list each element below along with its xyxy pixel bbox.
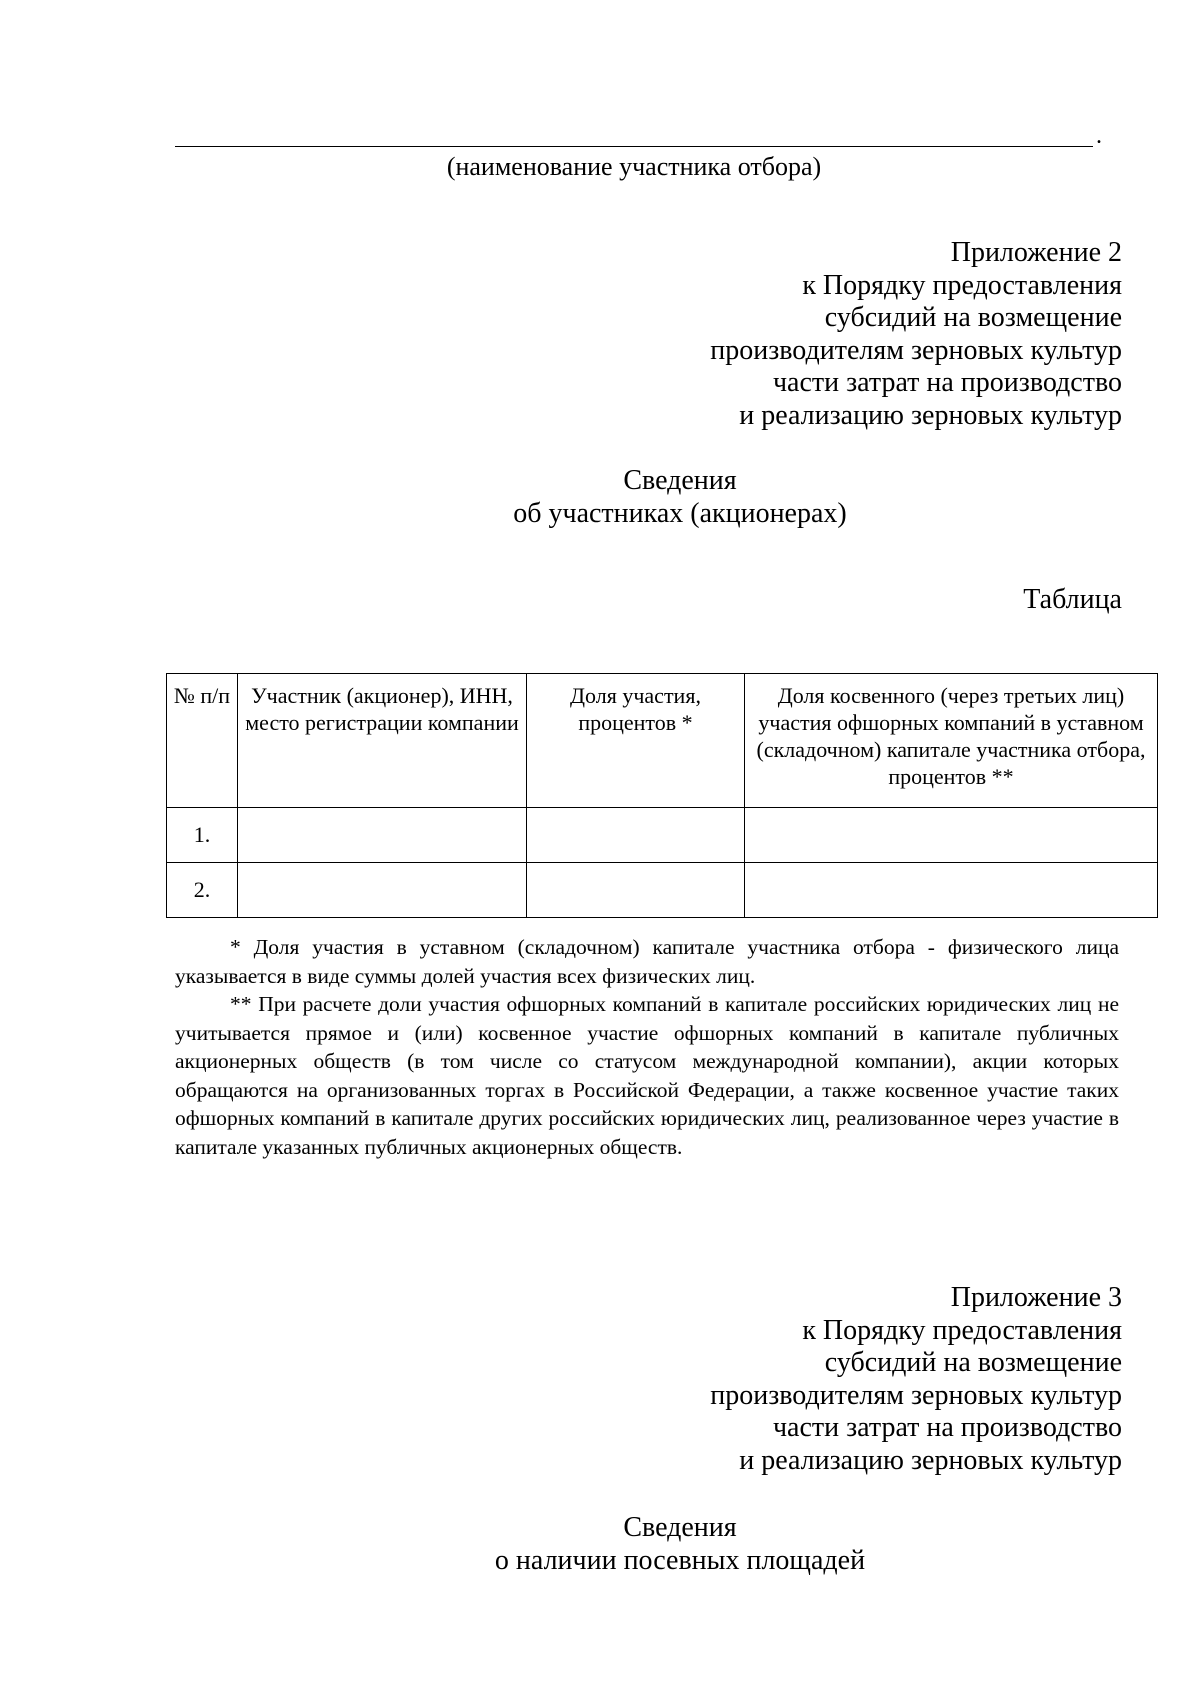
appendix-2-line: и реализацию зерновых культур [739,399,1122,431]
appendix-2-line: части затрат на производство [772,367,1122,399]
appendix-3-line: к Порядку предоставления [802,1314,1122,1346]
table-cell-number: 1. [167,808,238,863]
table-header-row [167,674,1158,808]
table-cell [527,808,745,863]
appendix-3-line: субсидий на возмещение [824,1347,1122,1379]
table-cell [238,808,527,863]
table-cell [527,863,745,918]
section-2-title: Сведения [623,465,737,496]
table-label: Таблица [1023,584,1122,615]
table-cell [745,808,1158,863]
table-cell [745,863,1158,918]
column-header-share: Доля участия, процентов * [527,674,745,808]
appendix-2-line: Приложение 2 [950,237,1122,268]
column-header-participant: Участник (акционер), ИНН, место регистрации компании [238,674,527,808]
table-cell [238,863,527,918]
appendix-2-line: производителям зерновых культур [710,334,1122,366]
appendix-2-line: к Порядку предоставления [802,269,1122,301]
footnote-1: * Доля участия в уставном (складочном) капитале участника отбора - физического лица указывается в виде суммы долей участия всех физических лиц. [175,935,1119,988]
column-header-offshore-share: Доля косвенного (через третьих лиц) участия офшорных компаний в уставном (складочном) капитале участника отбора, процентов ** [745,674,1158,808]
appendix-3-block [422,1282,1122,1478]
footnotes [175,933,1119,1161]
column-header-number: № п/п [167,674,238,808]
appendix-3-line: Приложение 3 [950,1282,1122,1313]
table-row [167,863,1158,918]
appendix-2-line: субсидий на возмещение [824,302,1122,334]
signature-caption: (наименование участника отбора) [446,152,822,181]
section-2-subtitle: об участниках (акционерах) [513,498,847,529]
appendix-3-line: производителям зерновых культур [710,1379,1122,1411]
shareholders-table [166,673,1158,918]
table-cell-number: 2. [167,863,238,918]
footnote-2: ** При расчете доли участия офшорных компаний в капитале российских юридических лиц не учитывается прямое и (или) косвенное участие офшорных компаний в капитале публичных акционерных обществ (в том числе со статусом международной компании), акции которых обращаются на организованных торгах в Российской Федерации, а также косвенное участие таких офшорных компаний в капитале других российских юридических лиц, реализованное через участие в капитале указанных публичных акционерных обществ. [175,992,1119,1159]
section-2-heading [175,464,1185,530]
section-3-title: Сведения [623,1512,737,1543]
section-3-subtitle: о наличии посевных площадей [494,1545,866,1576]
section-3-heading [175,1511,1185,1577]
appendix-2-block [422,237,1122,433]
table-row [167,808,1158,863]
signature-line [175,146,1093,147]
appendix-3-line: части затрат на производство [772,1412,1122,1444]
appendix-3-line: и реализацию зерновых культур [739,1444,1122,1476]
trailing-dot: . [1096,123,1102,149]
